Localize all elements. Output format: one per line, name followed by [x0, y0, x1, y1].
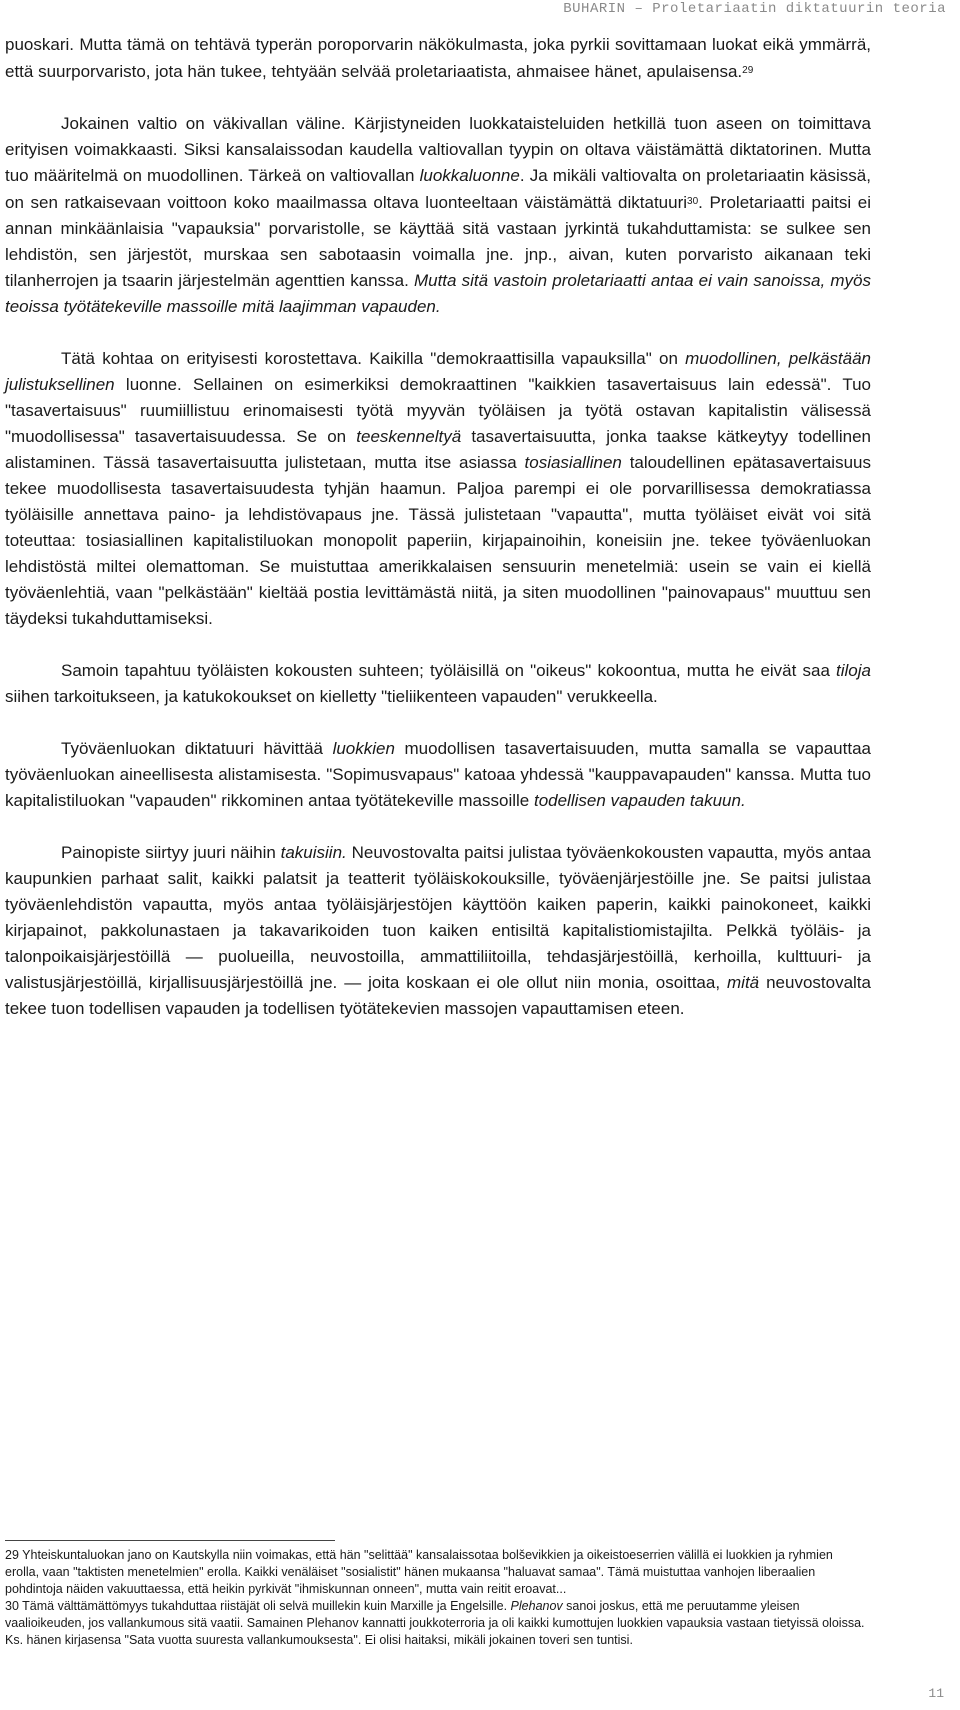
- footnote-number: 29: [5, 1548, 19, 1562]
- paragraph-3: Tätä kohtaa on erityisesti korostettava. Kaikilla "demokraattisilla vapauksilla" on muodollinen, pelkästään julistuksellinen luonne. Sellainen on esimerkiksi demokraattinen "kaikkien tasavertaisuus lain edessä". Tuo "tasavertaisuus" ruumiillistuu erinomaisesti työtä myyvän työläisen ja työtä ostavan kapitalistin välisessä "muodollisessa" tasavertaisuudessa. Se on teeskenneltyä tasavertaisuutta, jonka taakse kätkeytyy todellinen alistaminen. Tässä tasavertaisuutta julistetaan, mutta itse asiassa tosiasiallinen taloudellinen epätasavertaisuus tekee muodollisesta tasavertaisuudesta tyhjän haamun. Paljoa parempi ei ole porvarillisessa demokratiassa työläisille annettava paino- ja lehdistövapaus jne. Tässä julistetaan "vapautta", mutta työläiset eivät voi sitä toteuttaa: tosiasiallinen kapitalistiluokan monopolit paperiin, kirjapainoihin, koneisiin jne. tekee työväenluokan lehdistöstä miltei olemattoman. Se muistuttaa amerikkalaisen sensuurin menetelmiä: usein se vain ei kiellä työväenlehtiä, vaan "pelkästään" kieltää postia levittämästä niitä, ja siten muodollinen "painovapaus" muuttuu sen täydeksi tukahduttamiseksi.: [5, 349, 871, 628]
- footnote-divider: [5, 1540, 335, 1541]
- footnote-number: 30: [5, 1599, 19, 1613]
- paragraph-5: Työväenluokan diktatuuri hävittää luokkien muodollisen tasavertaisuuden, mutta samalla se vapauttaa työväenluokan aineellisesta alistamisesta. "Sopimusvapaus" katoaa yhdessä "kauppavapauden" kanssa. Mutta tuo kapitalistiluokan "vapauden" rikkominen antaa työtätekeville massoille todellisen vapauden takuun.: [5, 739, 871, 810]
- footnote-ref-30[interactable]: 30: [687, 196, 699, 207]
- footnote-29: 29 Yhteiskuntaluokan jano on Kautskylla niin voimakas, että hän "selittää" kansalaissotaa bolševikkien ja oikeistoeserrien välillä ei luokkien ja ryhmien erolla, vaan "taktisten menetelmien" erolla. Kaikki venäläiset "sosialistit" hänen mukaansa "haluavat samaa". Tämä muistuttaa vanhojen liberaalien pohdintoja näiden vakuuttaessa, että heikin pyrkivät "ihmiskunnan onneen", mutta vain reitit eroavat...: [5, 1548, 833, 1596]
- paragraph-6: Painopiste siirtyy juuri näihin takuisiin. Neuvostovalta paitsi julistaa työväenkokousten vapautta, myös antaa kaupunkien parhaat salit, kaikki palatsit ja teatterit työläiskokouksille, työväenjärjestöille jne. Se paitsi julistaa työväenlehdistön vapautta, myös antaa työläisjärjestöjen käyttöön kaiken paperin, kaikki painokoneet, kaikki kirjapainot, pakkolunastaen ja takavarikoiden tuon kaiken entisiltä kapitalistiomistajilta. Pelkkä työläis- ja talonpoikaisjärjestöillä — puolueilla, neuvostoilla, ammattiliitoilla, tehdasjärjestöillä, kerhoilla, kulttuuri- ja valistusjärjestöillä, kirjallisuusjärjestöillä jne. — joita koskaan ei ole ollut niin monia, osoittaa, mitä neuvostovalta tekee tuon todellisen vapauden ja todellisen työtätekevien massojen vapauttamisen eteen.: [5, 843, 872, 1018]
- page-number: 11: [928, 1686, 944, 1701]
- footnote-ref-29[interactable]: 29: [742, 65, 754, 76]
- running-header: BUHARIN – Proletariaatin diktatuurin teoria: [563, 1, 946, 17]
- paragraph-1: puoskari. Mutta tämä on tehtävä typerän poroporvarin näkökulmasta, joka pyrkii sovittamaan luokat eikä ymmärrä, että suurporvaristo, jota hän tukee, tehtyään selvää proletariaatista, ahmaisee hänet, apulaisensa.$^{29}$: [5, 35, 871, 81]
- footnote-30: 30 Tämä välttämättömyys tukahduttaa riistäjät oli selvä muillekin kuin Marxille ja Engelsille. Plehanov sanoi joskus, että me peruutamme yleisen vaalioikeuden, jos vallankumous sitä vaatii. Samainen Plehanov kannatti joukkoterroria ja oli kaikki kumottujen luokkien vapauksia vastaan tietyissä oloissa. Ks. hänen kirjasensa "Sata vuotta suuresta vallankumouksesta". Ei olisi haitaksi, mikäli jokainen toveri sen tuntisi.: [5, 1599, 865, 1647]
- body-text: [5, 32, 871, 1022]
- paragraph-2: Jokainen valtio on väkivallan väline. Kärjistyneiden luokkataisteluiden hetkillä tuon aseen on toimittava erityisen voimakkaasti. Siksi kansalaissodan kaudella valtiovallan tyypin on oltava väistämättä diktatorinen. Mutta tuo määritelmä on muodollinen. Tärkeä on valtiovallan luokkaluonne. Ja mikäli valtiovalta on proletariaatin käsissä, on sen ratkaisevaan voittoon koko maailmassa oltava luonteeltaan väistämättä diktatuuri$^{30}$. Proletariaatti paitsi ei annan minkäänlaisia "vapauksia" porvaristolle, se käyttää sitä vastaan jyrkintä tukahduttamista: se sulkee sen lehdistön, sen järjestöt, murskaa sen sabotaasin voimalla jne. jnp., aivan, kuten porvaristo aikanaan teki tilanherrojen ja tsaarin järjestelmän agenttien kanssa. Mutta sitä vastoin proletariaatti antaa ei vain sanoissa, myös teoissa työtätekeville massoille mitä laajimman vapauden.: [5, 114, 871, 316]
- paragraph-4: Samoin tapahtuu työläisten kokousten suhteen; työläisillä on "oikeus" kokoontua, mutta he eivät saa tiloja siihen tarkoitukseen, ja katukokoukset on kielletty "tieliikenteen vapauden" verukkeella.: [5, 661, 871, 706]
- footnotes: [5, 1547, 865, 1649]
